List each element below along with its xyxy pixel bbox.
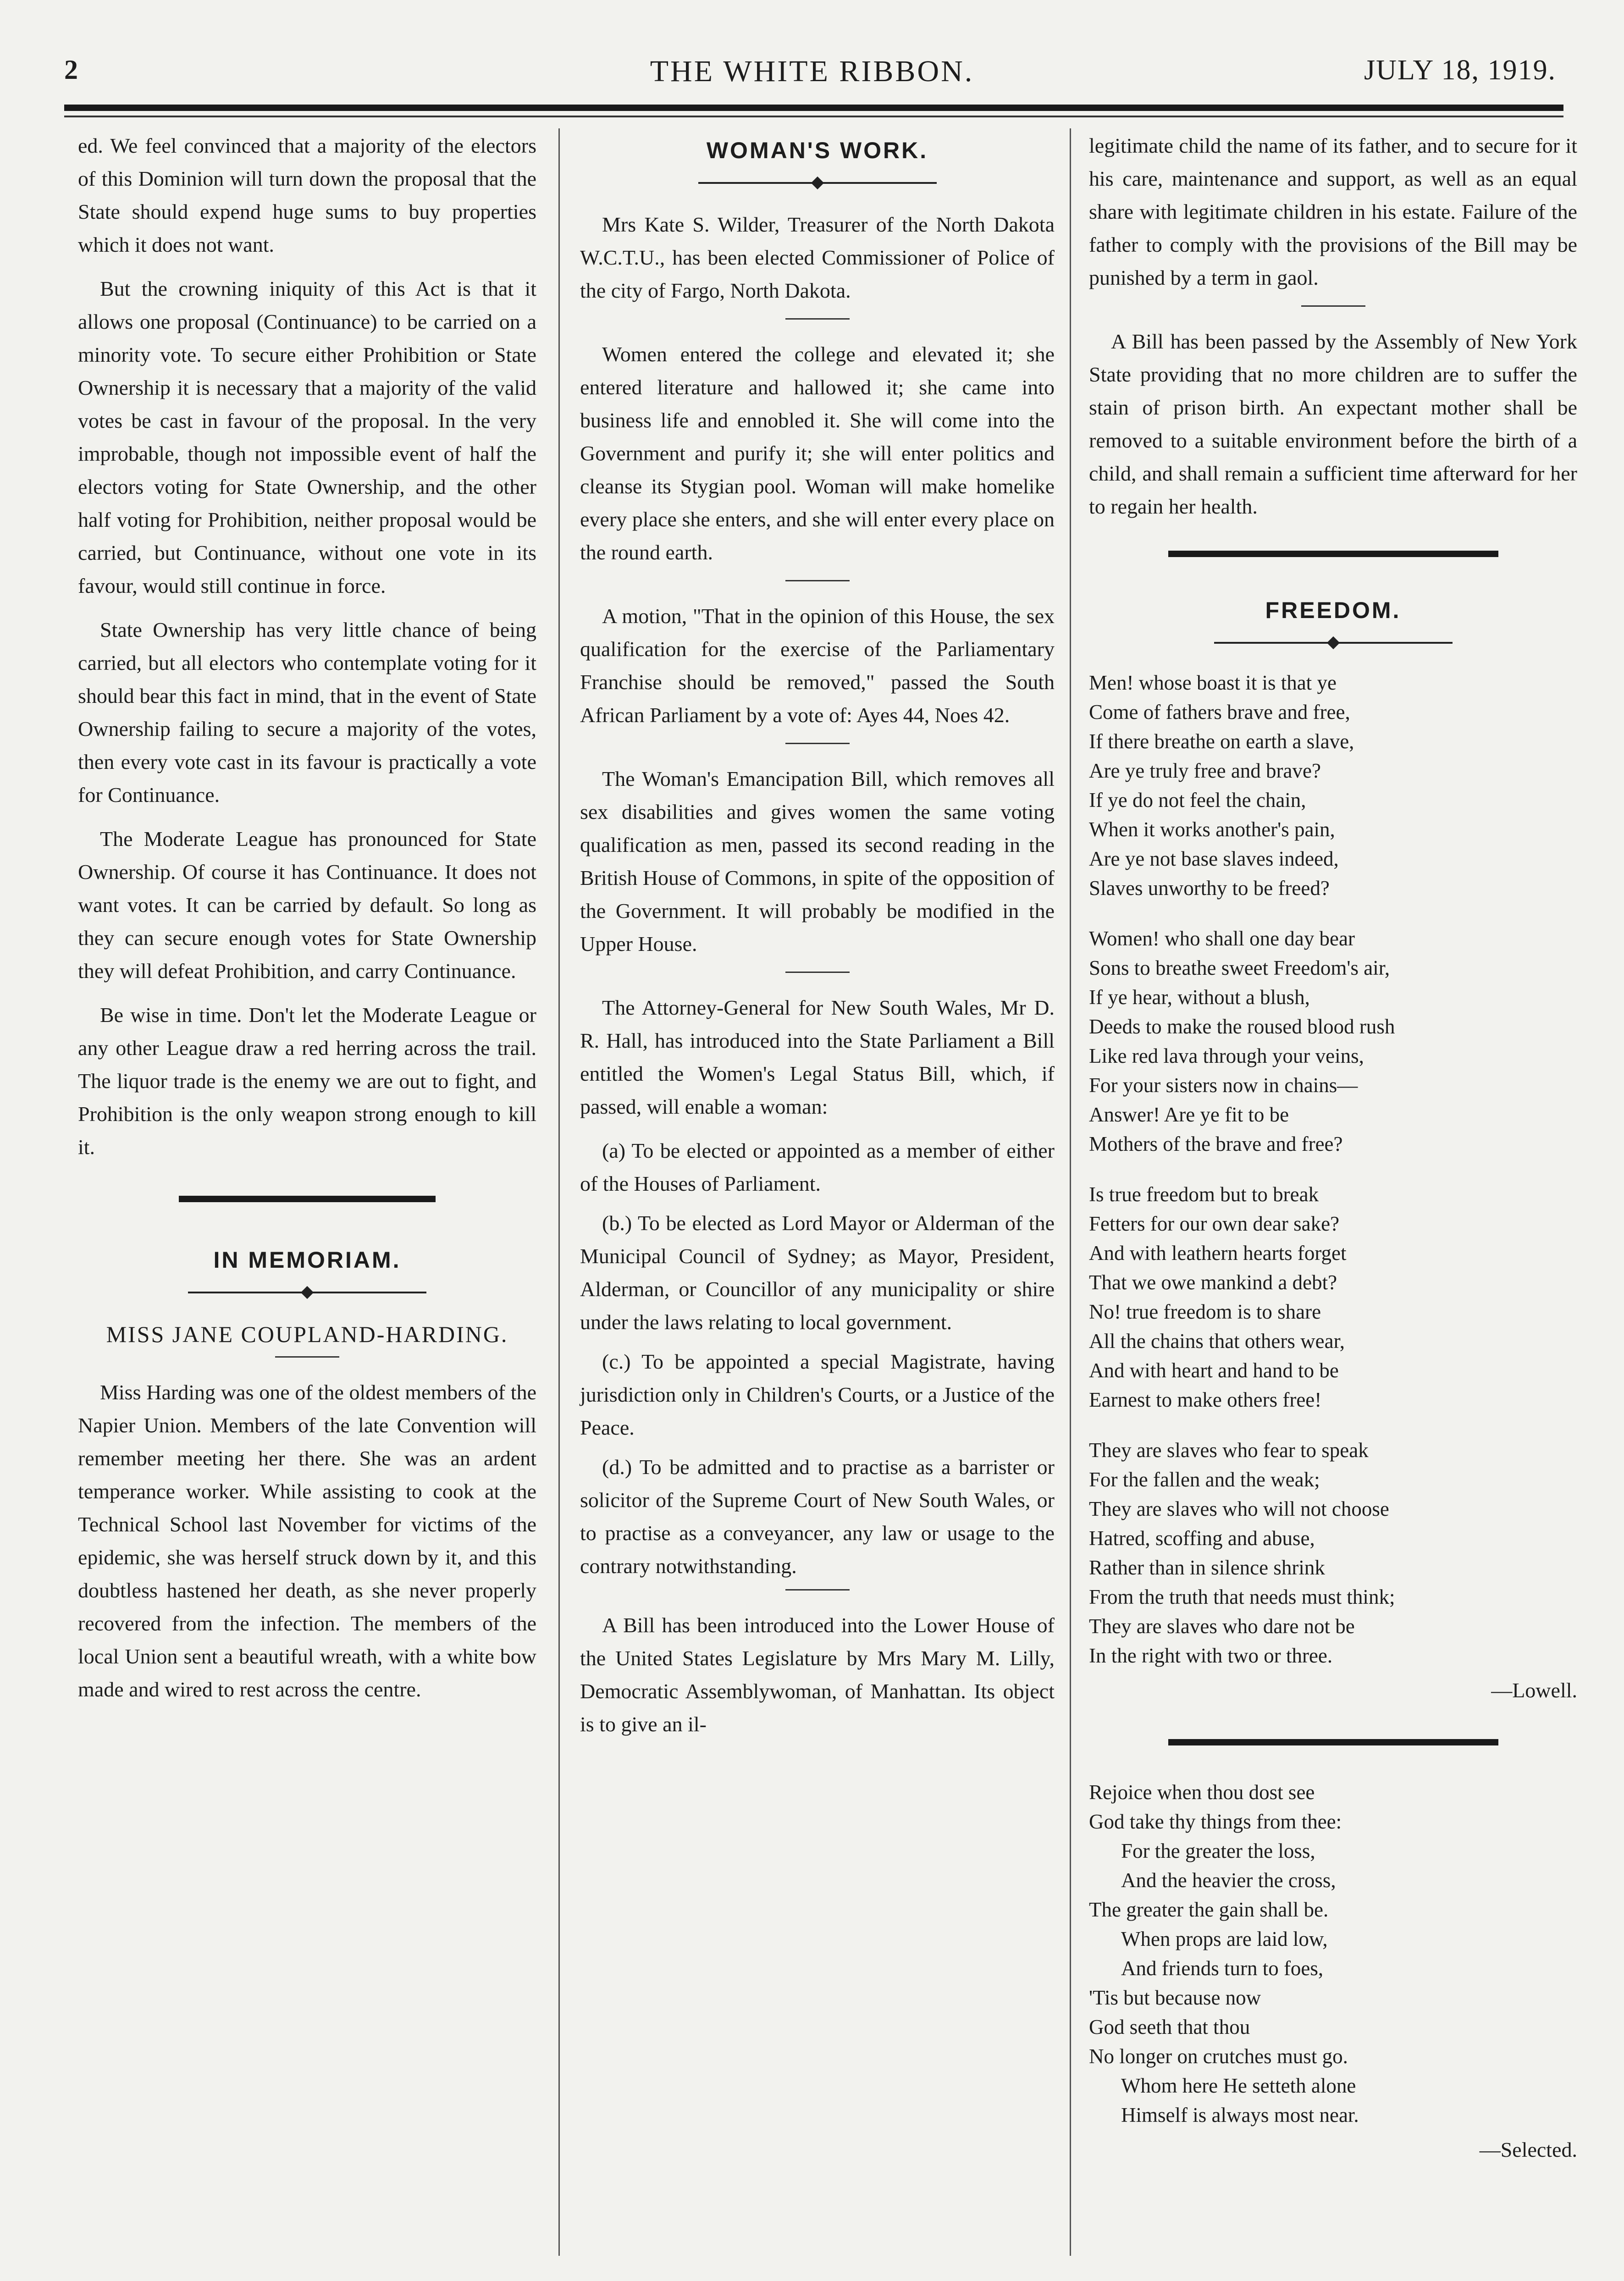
poem-line: Earnest to make others free! (1089, 1388, 1322, 1411)
poem-stanza (1089, 1180, 1577, 1414)
poem-line: If there breathe on earth a slave, (1089, 730, 1354, 753)
poem-line: From the truth that needs must think; (1089, 1585, 1395, 1608)
poem-line: For the fallen and the weak; (1089, 1468, 1320, 1491)
short-rule (785, 1589, 850, 1591)
poem-line: For your sisters now in chains— (1089, 1074, 1358, 1097)
us-bill-item: A Bill has been introduced into the Lower House of the United States Legislature by Mrs Mary M. Lilly, Democratic Assemblywoman, of Manhattan. Its object is to give an il- (580, 1613, 1055, 1736)
short-rule (785, 972, 850, 973)
section-divider-bar (179, 1196, 436, 1202)
poem-line: Deeds to make the roused blood rush (1089, 1015, 1395, 1038)
poem-line: Are ye not base slaves indeed, (1089, 847, 1339, 870)
poem-line: 'Tis but because now (1089, 1986, 1261, 2009)
poem-line: If ye do not feel the chain, (1089, 789, 1306, 812)
news-item: The Woman's Emancipation Bill, which removes all sex disabilities and gives women the same voting qualification as men, passed its second reading in the British House of Commons, in spite of the opposition of the Government. It will probably be modified in the Upper House. (580, 767, 1055, 955)
poem-line: Slaves unworthy to be freed? (1089, 877, 1330, 900)
poem-line: They are slaves who will not choose (1089, 1497, 1389, 1520)
news-item: Women entered the college and elevated it; she entered literature and hallowed it; she came into business life and ennobled it. She will come into the Government and purify it; she will enter politics and cleanse its Stygian pool. Woman will make homelike every place she enters, and she will enter every place on the round earth. (580, 342, 1055, 564)
memoriam-heading: IN MEMORIAM. (213, 1247, 401, 1273)
poem-line: They are slaves who dare not be (1089, 1615, 1355, 1638)
masthead-rule-thin (64, 116, 1563, 117)
poem-line: Is true freedom but to break (1089, 1183, 1319, 1206)
column-2 (580, 129, 1055, 1752)
issue-date: JULY 18, 1919. (1364, 55, 1556, 86)
poem-line: When props are laid low, (1121, 1928, 1328, 1950)
memoriam-text: Miss Harding was one of the oldest members of the Napier Union. Members of the late Convention will remember meeting her there. She was an ardent temperance worker. While assisting to cook at the Technical School last November for victims of the epidemic, she was herself struck down by it, and this doubtless hastened her death, as she never properly recovered from the infection. The members of the local Union sent a beautiful wreath, with a white bow made and wired to rest across the centre. (78, 1381, 536, 1701)
page-number: 2 (64, 55, 78, 85)
masthead-rule-thick (64, 105, 1563, 111)
poem-line: Women! who shall one day bear (1089, 927, 1355, 950)
bill-clause: (c.) To be appointed a special Magistrate, having jurisdiction only in Children's Courts, or a Justice of the Peace. (580, 1350, 1055, 1439)
poem-stanza (1089, 924, 1577, 1159)
short-rule (785, 580, 850, 581)
ornament-divider (188, 1286, 426, 1299)
short-rule (1301, 305, 1365, 307)
poem-line: Himself is always most near. (1121, 2104, 1359, 2126)
news-item: Mrs Kate S. Wilder, Treasurer of the North Dakota W.C.T.U., has been elected Commissioner of Police of the city of Fargo, North Dakota. (580, 213, 1055, 302)
article-paragraph: ed. We feel convinced that a majority of the electors of this Dominion will turn down the proposal that the State should expend huge sums to buy properties which it does not want. (78, 134, 536, 256)
article-paragraph: The Moderate League has pronounced for State Ownership. Of course it has Continuance. It does not want votes. It can be carried by default. So long as they can secure enough votes for State Ownership they will defeat Prohibition, and carry Continuance. (78, 827, 536, 983)
diamond-ornament-icon (301, 1286, 314, 1299)
column-divider-left (558, 128, 560, 2256)
poem-line: Sons to breathe sweet Freedom's air, (1089, 956, 1390, 979)
poem-line: And with leathern hearts forget (1089, 1242, 1347, 1265)
poem-line: When it works another's pain, (1089, 818, 1335, 841)
poem-line: Men! whose boast it is that ye (1089, 671, 1337, 694)
poem-line: And with heart and hand to be (1089, 1359, 1339, 1382)
poem-line: Rejoice when thou dost see (1089, 1781, 1315, 1804)
poem-line: Whom here He setteth alone (1121, 2074, 1356, 2097)
poem-line: In the right with two or three. (1089, 1644, 1333, 1667)
poem-line: The greater the gain shall be. (1089, 1898, 1329, 1921)
poem-stanza (1089, 668, 1577, 903)
poem-line: Come of fathers brave and free, (1089, 701, 1350, 724)
section-divider-bar (1168, 1739, 1498, 1745)
poem-line: Mothers of the brave and free? (1089, 1132, 1343, 1155)
poem-line: And friends turn to foes, (1121, 1957, 1324, 1980)
diamond-ornament-icon (811, 177, 823, 189)
poem-line: All the chains that others wear, (1089, 1330, 1345, 1353)
poem-author: —Lowell. (1491, 1679, 1577, 1702)
poem-line: And the heavier the cross, (1121, 1869, 1336, 1892)
poem-line: Like red lava through your veins, (1089, 1044, 1364, 1067)
poem-line: If ye hear, without a blush, (1089, 986, 1310, 1009)
attorney-intro: The Attorney-General for New South Wales, Mr D. R. Hall, has introduced into the State Parliament a Bill entitled the Women's Legal Status Bill, which, if passed, will enable a woman: (580, 996, 1055, 1118)
ornament-divider (698, 176, 937, 190)
diamond-ornament-icon (1326, 636, 1339, 649)
rejoice-poem (1089, 1778, 1577, 2130)
short-rule (785, 743, 850, 744)
poem-line: For the greater the loss, (1121, 1839, 1315, 1862)
poem-line: Fetters for our own dear sake? (1089, 1212, 1340, 1235)
poem-line: God take thy things from thee: (1089, 1810, 1342, 1833)
column-divider-right (1070, 128, 1071, 2256)
column-3 (1089, 129, 1577, 2166)
bill-clause: (b.) To be elected as Lord Mayor or Alderman of the Municipal Council of Sydney; as Mayor, President, Alderman, or Councillor of any municipality or shire under the laws relating to local government. (580, 1211, 1055, 1334)
short-rule (785, 318, 850, 320)
article-paragraph: State Ownership has very little chance of being carried, but all electors who contemplate voting for it should bear this fact in mind, that in the event of State Ownership failing to secure a majority of the votes, then every vote cast in its favour is practically a vote for Continuance. (78, 618, 536, 806)
ny-bill-item: A Bill has been passed by the Assembly of New York State providing that no more children are to suffer the stain of prison birth. An expectant mother shall be removed to a suitable environment before the birth of a child, and shall remain a sufficient time afterward for her to regain her health. (1089, 330, 1577, 518)
memoriam-subheading: MISS JANE COUPLAND-HARDING. (106, 1321, 508, 1347)
poem-line: Are ye truly free and brave? (1089, 759, 1321, 782)
column-1 (78, 129, 536, 1717)
bill-clause: (a) To be elected or appointed as a member of either of the Houses of Parliament. (580, 1139, 1055, 1195)
poem-stanza (1089, 1436, 1577, 1670)
freedom-poem (1089, 668, 1577, 1707)
bill-clause: (d.) To be admitted and to practise as a barrister or solicitor of the Supreme Court of New South Wales, or to practise as a conveyancer, any law or usage to the contrary notwithstanding. (580, 1455, 1055, 1578)
poem-line: God seeth that thou (1089, 2016, 1250, 2038)
poem-line: No! true freedom is to share (1089, 1300, 1321, 1323)
poem-line: Rather than in silence shrink (1089, 1556, 1325, 1579)
freedom-heading: FREEDOM. (1265, 597, 1401, 623)
poem-line: Answer! Are ye fit to be (1089, 1103, 1289, 1126)
short-rule (275, 1356, 339, 1358)
womans-work-heading: WOMAN'S WORK. (706, 138, 928, 163)
article-paragraph: Be wise in time. Don't let the Moderate League or any other League draw a red herring across the trail. The liquor trade is the enemy we are out to fight, and Prohibition is the only weapon strong enough to kill it. (78, 1003, 536, 1159)
poem-signature: —Selected. (1479, 2138, 1577, 2161)
poem-line: Hatred, scoffing and abuse, (1089, 1527, 1315, 1550)
article-paragraph: But the crowning iniquity of this Act is that it allows one proposal (Continuance) to be carried on a minority vote. To secure either Prohibition or State Ownership it is necessary that a majority of the valid votes be cast in favour of the proposal. In the very improbable, though not impossible event of half the electors voting for State Ownership, and the other half voting for Prohibition, neither proposal would be carried, but Continuance, without one vote in its favour, would still continue in force. (78, 277, 536, 597)
poem-line: They are slaves who fear to speak (1089, 1439, 1369, 1462)
poem-line: That we owe mankind a debt? (1089, 1271, 1337, 1294)
poem-line: No longer on crutches must go. (1089, 2045, 1348, 2068)
newspaper-title: THE WHITE RIBBON. (650, 55, 974, 88)
masthead (0, 0, 1624, 110)
news-item: A motion, "That in the opinion of this House, the sex qualification for the exercise of the Parliamentary Franchise should be removed," passed the South African Parliament by a vote of: Ayes 44, Noes 42. (580, 604, 1055, 727)
ornament-divider (1214, 636, 1453, 650)
continuation-paragraph: legitimate child the name of its father, and to secure for it his care, maintenance and support, as well as an equal share with legitimate children in his estate. Failure of the father to comply with the provisions of the Bill may be punished by a term in gaol. (1089, 134, 1577, 289)
section-divider-bar (1168, 551, 1498, 557)
